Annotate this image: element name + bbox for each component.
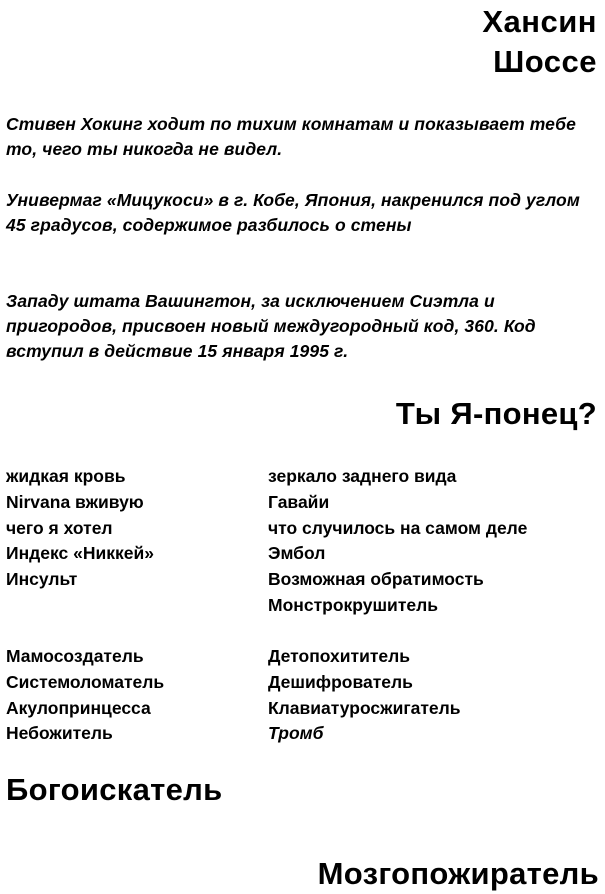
heading-yaponets: Ты Я-понец? (395, 396, 597, 431)
list-item: Монстрокрушитель (268, 594, 438, 615)
list-item: Системоломатель (6, 671, 165, 692)
title-line-2: Шоссе (493, 44, 597, 79)
word-list-right-1 (268, 464, 527, 619)
paragraph-washington: Западу штата Вашингтон, за исключением Сиэтла и пригородов, присвоен новый междугородный код, 360. Код вступил в действие 15 января 1995 г. (6, 291, 536, 361)
list-item: чего я хотел (6, 517, 113, 538)
word-list-right-2 (268, 644, 461, 747)
list-item: зеркало заднего вида (268, 466, 457, 486)
list-item: Индекс «Никкей» (6, 543, 154, 564)
list-item: Дешифрователь (268, 671, 413, 692)
heading-bogoiskatel: Богоискатель (6, 772, 223, 807)
list-item: Тромб (268, 723, 324, 744)
page-title (482, 2, 597, 82)
heading-mozgopozhiratel: Мозгопожиратель (317, 856, 599, 891)
list-item: Акулопринцесса (6, 697, 151, 718)
list-item: Возможная обратимость (268, 569, 484, 590)
list-item: Мамосоздатель (6, 646, 144, 666)
list-item: Клавиатуросжигатель (268, 697, 461, 718)
list-item: Эмбол (268, 543, 326, 564)
list-item: что случилось на самом деле (268, 517, 528, 538)
list-item: Инсульт (6, 569, 78, 590)
list-item: Небожитель (6, 723, 113, 744)
word-list-left-2 (6, 644, 164, 747)
title-line-1: Хансин (482, 4, 597, 39)
list-item: жидкая кровь (6, 466, 126, 486)
list-item: Гавайи (268, 491, 330, 512)
paragraph-mitsukoshi: Универмаг «Мицукоси» в г. Кобе, Япония, накренился под углом 45 градусов, содержимое разбилось о стены (6, 190, 580, 235)
word-list-left-1 (6, 464, 154, 593)
list-item: Nirvana вживую (6, 491, 144, 512)
list-item: Детопохититель (268, 646, 411, 666)
paragraph-hawking: Стивен Хокинг ходит по тихим комнатам и показывает тебе то, чего ты никогда не видел. (6, 114, 576, 159)
